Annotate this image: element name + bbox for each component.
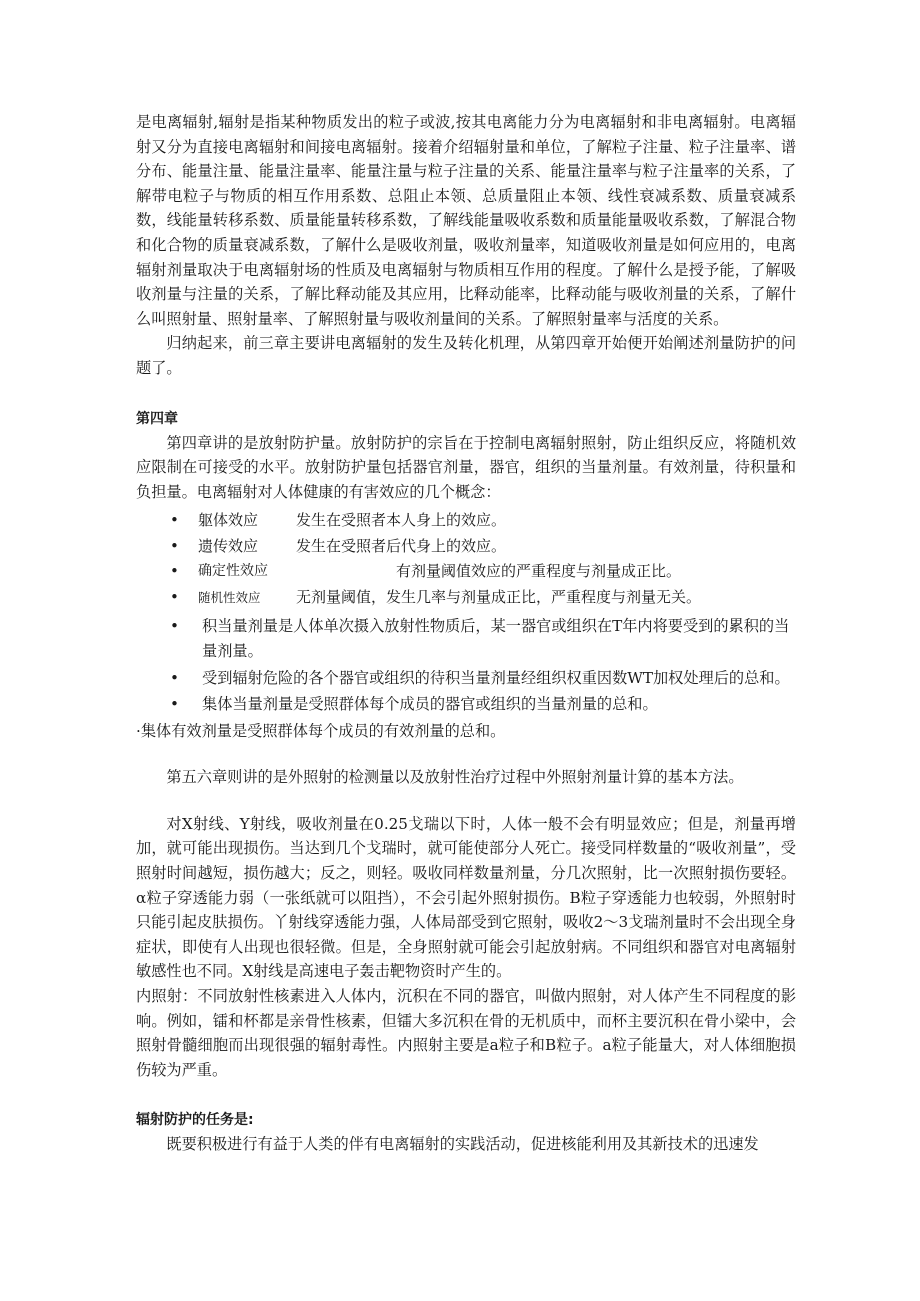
list-item bbox=[136, 534, 796, 560]
effect-description: 无剂量阈值，发生几率与剂量成正比，严重程度与剂量无关。 bbox=[296, 587, 702, 606]
xray-paragraph: 对X射线、Y射线，吸收剂量在0.25戈瑞以下时，人体一般不会有明显效应；但是，剂量再增加，就可能出现损伤。当达到几个戈瑞时，就可能使部分人死亡。接受同样数量的“吸收剂量”，受照射时间越短，损伤越大；反之，则轻。吸收同样数量剂量，分几次照射，比一次照射损伤要轻。α粒子穿透能力弱（一张纸就可以阻挡），不会引起外照射损伤。B粒子穿透能力也较弱，外照射时只能引起皮肤损伤。丫射线穿透能力强，人体局部受到它照射，吸收2〜3戈瑞剂量时不会出现全身症状，即使有人出现也很轻微。但是，全身照射就可能会引起放射病。不同组织和器官对电离辐射敏感性也不同。X射线是高速电子轰击靶物资时产生的。 bbox=[136, 814, 796, 981]
definitions-list bbox=[136, 614, 796, 716]
effect-term: 遗传效应 bbox=[198, 536, 259, 555]
document-page bbox=[136, 110, 796, 1157]
chapter56-paragraph: 第五六章则讲的是外照射的检测量以及放射性治疗过程中外照射剂量计算的基本方法。 bbox=[166, 768, 744, 787]
bullet-marker: • bbox=[170, 562, 179, 581]
collective-effective-dose-line: ·集体有效剂量是受照群体每个成员的有效剂量的总和。 bbox=[136, 721, 506, 740]
definition-text: 受到辐射危险的各个器官或组织的待积当量剂量经组织权重因数WT加权处理后的总和。 bbox=[202, 668, 790, 687]
effect-term: 确定性效应 bbox=[198, 563, 268, 580]
list-item bbox=[136, 585, 796, 611]
task-heading: 辐射防护的任务是: bbox=[136, 1112, 254, 1129]
bullet-marker: • bbox=[170, 668, 179, 687]
task-paragraph: 既要积极进行有益于人类的伴有电离辐射的实践活动，促进核能利用及其新技术的迅速发 bbox=[166, 1135, 759, 1154]
effect-description: 有剂量阈值效应的严重程度与剂量成正比。 bbox=[396, 562, 682, 581]
chapter4-intro-paragraph: 第四章讲的是放射防护量。放射防护的宗旨在于控制电离辐射照射，防止组织反应，将随机效应限制在可接受的水平。放射防护量包括器官剂量，器官，组织的当量剂量。有效剂量，待积量和负担量。电离辐射对人体健康的有害效应的几个概念： bbox=[136, 433, 796, 501]
effect-term: 随机性效应 bbox=[198, 589, 261, 605]
effect-description: 发生在受照者本人身上的效应。 bbox=[296, 511, 507, 530]
list-item bbox=[136, 559, 796, 585]
bullet-marker: • bbox=[170, 695, 179, 714]
effect-term: 躯体效应 bbox=[198, 511, 259, 530]
bullet-marker: • bbox=[170, 511, 179, 530]
bullet-marker: • bbox=[170, 536, 179, 555]
list-item bbox=[136, 614, 796, 663]
definition-text: 集体当量剂量是受照群体每个成员的器官或组织的当量剂量的总和。 bbox=[202, 695, 658, 714]
list-item bbox=[136, 508, 796, 534]
intro-paragraph: 是电离辐射,辐射是指某种物质发出的粒子或波,按其电离能力分为电离辐射和非电离辐射。电离辐射又分为直接电离辐射和间接电离辐射。接着介绍辐射量和单位，了解粒子注量、粒子注量率、谱分布、能量注量、能量注量率、能量注量与粒子注量的关系、能量注量率与粒子注量率的关系，了解带电粒子与物质的相互作用系数、总阻止本领、总质量阻止本领、线性衰减系数、质量衰减系数，线能量转移系数、质量能量转移系数，了解线能量吸收系数和质量能量吸收系数，了解混合物和化合物的质量衰减系数，了解什么是吸收剂量，吸收剂量率，知道吸收剂量是如何应用的，电离辐射剂量取决于电离辐射场的性质及电离辐射与物质相互作用的程度。了解什么是授予能，了解吸收剂量与注量的关系，了解比释动能及其应用，比释动能率，比释动能与吸收剂量的关系，了解什么叫照射量、照射量率、了解照射量与吸收剂量间的关系。了解照射量率与活度的关系。 bbox=[136, 113, 796, 328]
bullet-marker: • bbox=[170, 587, 179, 606]
internal-exposure-paragraph: 内照射：不同放射性核素进入人体内，沉积在不同的器官，叫做内照射，对人体产生不同程度的影响。例如，镭和杯都是亲骨性核素，但镭大多沉积在骨的无机质中，而杯主要沉积在骨小梁中，会照射骨髓细胞而出现很强的辐射毒性。内照射主要是a粒子和B粒子。a粒子能量大，对人体细胞损伤较为严重。 bbox=[136, 987, 796, 1079]
effects-list bbox=[136, 508, 796, 610]
effect-description: 发生在受照者后代身上的效应。 bbox=[296, 536, 507, 555]
list-item bbox=[136, 666, 796, 691]
list-item bbox=[136, 692, 796, 717]
bullet-marker: • bbox=[170, 617, 179, 636]
definition-text: 积当量剂量是人体单次摄入放射性物质后，某一器官或组织在T年内将要受到的累积的当量剂量。 bbox=[202, 617, 790, 660]
chapter4-heading: 第四章 bbox=[136, 410, 178, 427]
summary-paragraph: 归纳起来，前三章主要讲电离辐射的发生及转化机理，从第四章开始便开始阐述剂量防护的问题了。 bbox=[136, 334, 796, 377]
